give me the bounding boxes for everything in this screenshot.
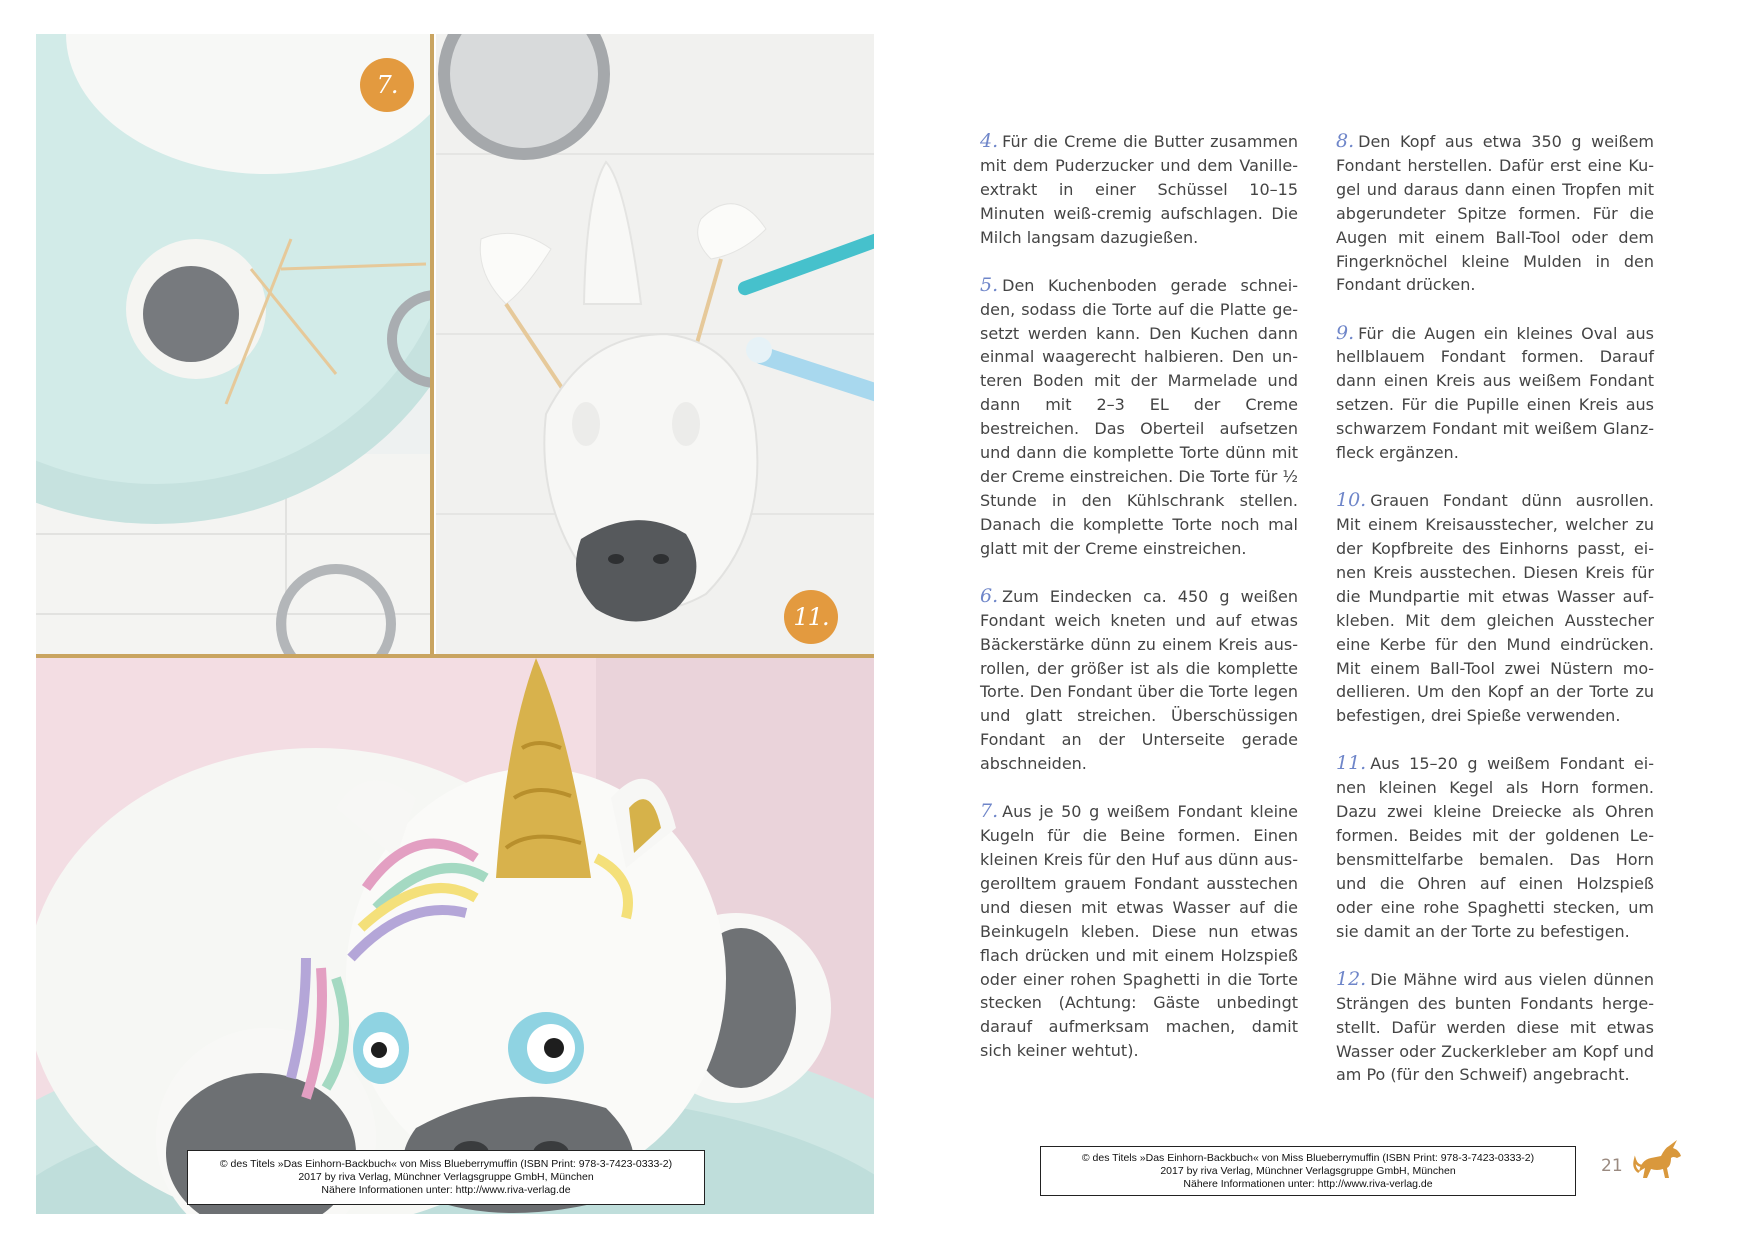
photo-finished-cake: [36, 658, 874, 1214]
copyright-line-1: © des Titels »Das Einhorn-Backbuch« von Miss Blueberrymuffin (ISBN Print: 978-3-7423-0333-2): [219, 1158, 673, 1170]
step-text: Den Kopf aus etwa 350 g weißem Fondant herstellen. Dafür erst eine Kugel und daraus dann einen Tropfen mit abgerundeter Spitze formen. Für die Augen mit einem Ball-Tool oder dem Fingerknöchel kleine Mulden in den Fondant drücken.: [1336, 132, 1654, 295]
step-text: Grauen Fondant dünn ausrollen. Mit einem Kreisausstecher, welcher zu der Kopfbreite des Einhorns passt, einen Kreis ausstechen. Diesen Kreis für die Mundpartie mit etwas Wasser aufkleben. Mit dem gleichen Ausstecher eine Kerbe für den Mund eindrücken. Mit einem Ball-Tool zwei Nüstern modellieren. Um den Kopf an der Torte zu befestigen, drei Spieße verwenden.: [1336, 491, 1654, 726]
copyright-line-2: 2017 by riva Verlag, Münchner Verlagsgruppe GmbH, München: [298, 1171, 594, 1183]
photo-step-11: [436, 34, 874, 654]
photo-finished-cake-image: [36, 658, 874, 1214]
instructions-column-right: [1336, 130, 1654, 1112]
photo-step-11-image: [436, 34, 874, 654]
step-text: Den Kuchenboden gerade schneiden, sodass die Torte auf die Platte gesetzt werden kann. Den Kuchen dann einmal waagerecht halbieren. Den unteren Boden mit der Marmelade und dann mit 2–3 EL der Creme bestreichen. Das Oberteil aufsetzen und dann die komplette Torte dünn mit der Creme einstreichen. Die Torte für ½ Stunde in den Kühlschrank stellen. Danach die komplette Torte noch mal glatt mit der Creme einstreichen.: [980, 275, 1298, 558]
copyright-line-2: 2017 by riva Verlag, Münchner Verlagsgruppe GmbH, München: [1160, 1164, 1456, 1177]
step-number: 8.: [1336, 130, 1355, 152]
instruction-step: [980, 130, 1298, 250]
copyright-line-3: Nähere Informationen unter: http://www.riva-verlag.de: [321, 1184, 571, 1196]
step-number: 12.: [1336, 967, 1367, 990]
photo-step-7: [36, 34, 430, 654]
copyright-notice-right: [1040, 1146, 1576, 1196]
step-number: 9.: [1336, 321, 1355, 344]
copyright-notice-left: [187, 1150, 705, 1205]
step-text: Die Mähne wird aus vielen dünnen Strängen des bunten Fondants hergestellt. Dafür werden diese mit etwas Wasser oder Zuckerkleber am Kopf und am Po (für den Schweif) angebracht.: [1336, 969, 1654, 1085]
step-number: 7.: [980, 800, 999, 823]
unicorn-logo-icon: [1631, 1138, 1687, 1182]
instruction-step: [980, 585, 1298, 776]
step-badge: 11.: [784, 590, 838, 644]
instruction-step: [980, 274, 1298, 561]
step-text: Aus je 50 g weißem Fondant kleine Kugeln für die Beine formen. Einen kleinen Kreis für den Huf aus dünn ausgerolltem grauem Fondant ausstechen und diesen mit etwas Wasser auf die Beinkugeln kleben. Diese nun etwas flach drücken und mit einem Holzspieß oder einer rohen Spaghetti in die Torte stecken (Achtung: Gäste unbedingt darauf aufmerksam machen, damit sich keiner wehtut).: [980, 802, 1298, 1061]
photo-step-7-image: [36, 34, 430, 654]
page-number: 21: [1601, 1156, 1623, 1176]
copyright-line-1: © des Titels »Das Einhorn-Backbuch« von Miss Blueberrymuffin (ISBN Print: 978-3-7423-0333-2): [1081, 1151, 1535, 1164]
copyright-line-3: Nähere Informationen unter: http://www.riva-verlag.de: [1183, 1177, 1433, 1190]
step-number: 4.: [980, 130, 999, 152]
step-text: Für die Augen ein kleines Oval aus hellblauem Fondant formen. Darauf dann einen Kreis aus weißem Fondant setzen. Für die Pupille einen Kreis aus schwarzem Fondant mit weißem Glanzfleck ergänzen.: [1336, 323, 1654, 463]
step-text: Für die Creme die Butter zusammen mit dem Puderzucker und dem Vanilleextrakt in einer Schüssel 10–15 Minuten weiß-cremig aufschlagen. Die Milch langsam dazugießen.: [980, 132, 1298, 247]
instruction-step: [1336, 489, 1654, 728]
instructions-column-left: [980, 130, 1298, 1087]
step-number: 10.: [1336, 489, 1367, 512]
instruction-step: [1336, 322, 1654, 465]
step-number: 6.: [980, 584, 999, 607]
step-text: Zum Eindecken ca. 450 g weißen Fondant weich kneten und auf etwas Bäckerstärke dünn zu einem Kreis ausrollen, der größer ist als die komplette Torte. Den Fondant über die Torte legen und glatt streichen. Überschüssigen Fondant an der Unterseite gerade abschneiden.: [980, 586, 1298, 774]
instruction-step: [1336, 752, 1654, 943]
instruction-step: [1336, 130, 1654, 297]
step-text: Aus 15–20 g weißem Fondant einen kleinen Kegel als Horn formen. Dazu zwei kleine Dreiecke als Ohren formen. Beides mit der goldenen Lebensmittelfarbe bemalen. Das Horn und die Ohren auf einen Holzspieß oder eine rohe Spaghetti stecken, um sie damit an der Torte zu befestigen.: [1336, 754, 1654, 941]
photo-divider-vertical: [430, 34, 434, 656]
instruction-step: [980, 800, 1298, 1063]
step-badge: 7.: [360, 58, 414, 112]
instruction-step: [1336, 968, 1654, 1088]
step-number: 11.: [1336, 752, 1367, 775]
step-number: 5.: [980, 273, 999, 296]
